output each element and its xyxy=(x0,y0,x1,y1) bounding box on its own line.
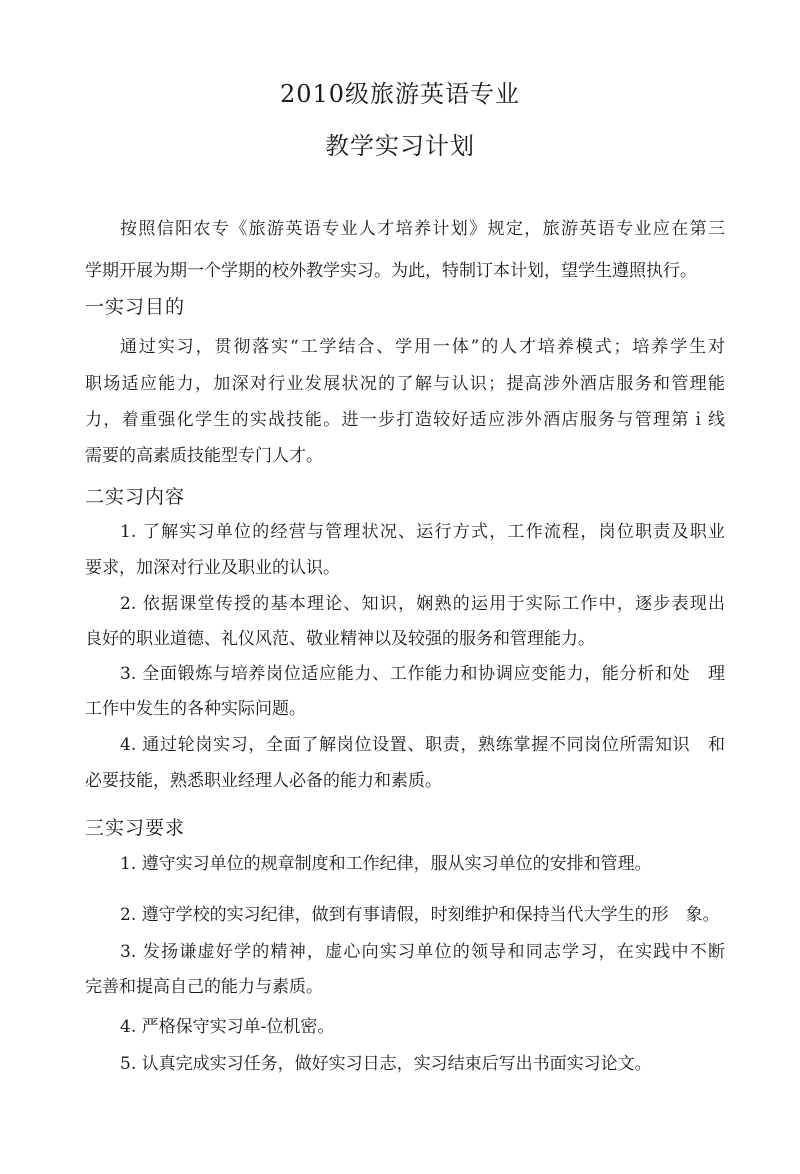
section2-item1-line2: 要求，加深对行业及职业的认识。 xyxy=(85,558,340,578)
section2-item2-line1: 2. 依据课堂传授的基本理论、知识，娴熟的运用于实际工作中，逐步表现出 xyxy=(120,594,725,614)
section2-heading: 二实习内容 xyxy=(85,486,186,508)
section3-item5-line1: 5. 认真完成实习任务，做好实习日志，实习结束后写出书面实习论文。 xyxy=(120,1054,652,1074)
section3-item2-line1: 2. 遵守学校的实习纪律，做到有事请假，时刻维护和保持当代大学生的形 象。 xyxy=(120,905,720,925)
section3-item1-line1: 1. 遵守实习单位的规章制度和工作纪律，服从实习单位的安排和管理。 xyxy=(120,854,652,874)
section2-item3-line2: 工作中发生的各种实际问题。 xyxy=(85,699,306,719)
section3-heading: 三实习要求 xyxy=(85,817,186,839)
section2-item4-line2: 必要技能，熟悉职业经理人必备的能力和素质。 xyxy=(85,771,442,791)
section3-item3-line2: 完善和提高自己的能力与素质。 xyxy=(85,977,323,997)
section2-item2-line2: 良好的职业道德、礼仪风范、敬业精神以及较强的服务和管理能力。 xyxy=(85,629,595,649)
intro-line-2: 学期开展为期一个学期的校外教学实习。为此，特制订本计划，望学生遵照执行。 xyxy=(85,261,697,281)
section1-line-2: 职场适应能力，加深对行业发展状况的了解与认识；提高涉外酒店服务和管理能 xyxy=(85,374,725,394)
section2-item3-line1: 3. 全面锻炼与培养岗位适应能力、工作能力和协调应变能力，能分析和处 理 xyxy=(120,664,725,684)
intro-line-1: 按照信阳农专《旅游英语专业人才培养计划》规定，旅游英语专业应在第三 xyxy=(120,219,725,239)
document-title-line1: 2010级旅游英语专业 xyxy=(279,80,521,108)
section2-item4-line1: 4. 通过轮岗实习，全面了解岗位设置、职责，熟练掌握不同岗位所需知识 和 xyxy=(120,735,725,755)
section3-item4-line1: 4. 严格保守实习单-位机密。 xyxy=(120,1017,335,1037)
section2-item1-line1: 1. 了解实习单位的经营与管理状况、运行方式，工作流程，岗位职责及职业 xyxy=(120,522,725,542)
section3-item3-line1: 3. 发扬谦虚好学的精神，虚心向实习单位的领导和同志学习，在实践中不断 xyxy=(120,942,725,962)
section1-line-3: 力，着重强化学生的实战技能。进一步打造较好适应涉外酒店服务与管理第ｉ线 xyxy=(85,410,725,430)
section1-line-1: 通过实习，贯彻落实“工学结合、学用一体”的人才培养模式；培养学生对 xyxy=(120,337,725,357)
section1-line-4: 需要的高素质技能型专门人才。 xyxy=(85,446,323,466)
document-title-line2: 教学实习计划 xyxy=(325,132,475,160)
section1-heading: 一实习目的 xyxy=(85,296,186,318)
